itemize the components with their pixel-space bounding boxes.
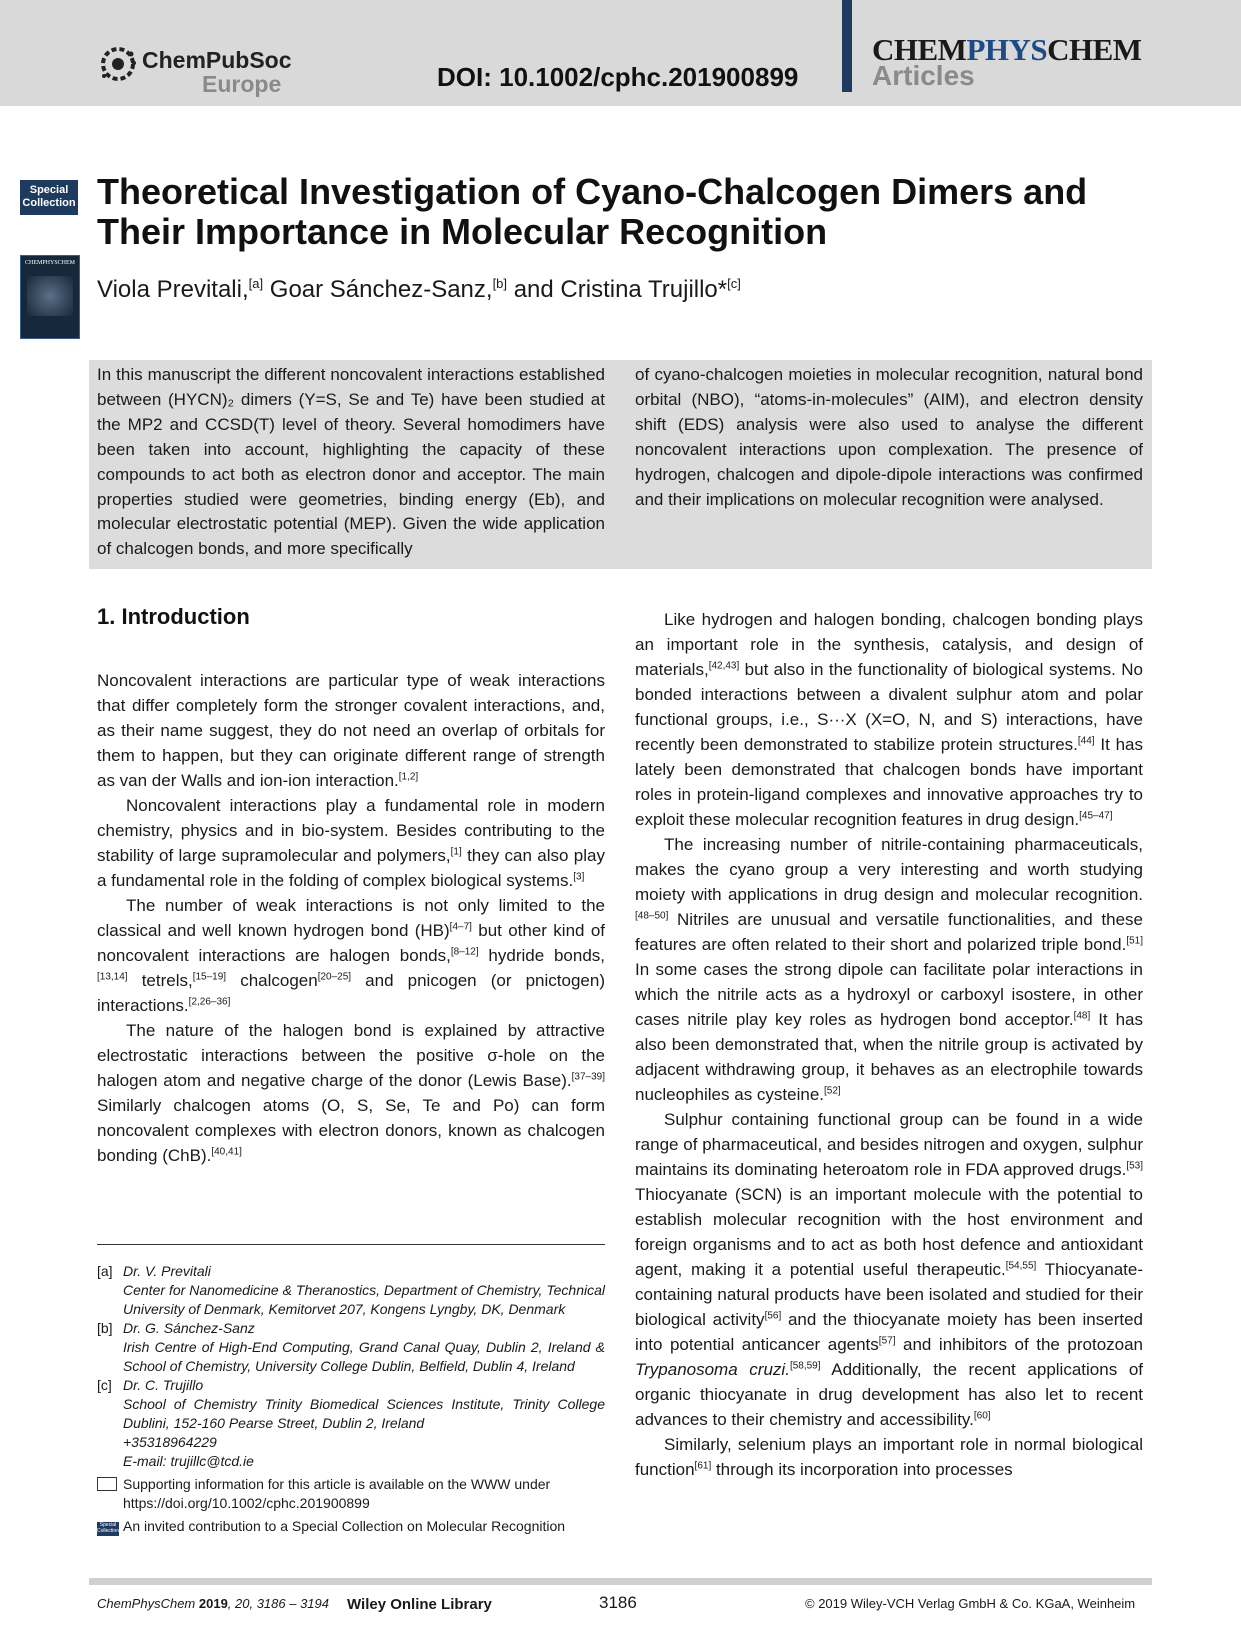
gear-stars-icon	[98, 44, 138, 84]
citation[interactable]: [15–19]	[192, 971, 227, 983]
special-collection-icon: Special Collection	[97, 1522, 119, 1534]
email-link[interactable]: E-mail: trujillc@tcd.ie	[123, 1453, 254, 1469]
author-affiliations	[97, 1262, 605, 1536]
publisher-name: ChemPubSoc	[142, 47, 292, 73]
citation-info: ChemPhysChem 2019, 20, 3186 – 3194	[97, 1596, 329, 1611]
section-heading: 1. Introduction	[97, 604, 250, 629]
journal-accent-bar	[842, 0, 852, 92]
citation[interactable]: [58,59]	[789, 1360, 821, 1372]
affiliation-c: [c] Dr. C. Trujillo School of Chemistry Trinity Biomedical Sciences Institute, Trinity College Dublini, 152-160 Pearse Street, Dublin 2, Ireland +35318964229 E-mail: trujillc@tcd.ie	[97, 1377, 605, 1469]
citation[interactable]: [13,14]	[97, 971, 128, 983]
special-collection-note: Special Collection An invited contribution to a Special Collection on Molecular Recognition	[97, 1518, 566, 1534]
paragraph: Sulphur containing functional group can be found in a wide range of pharmaceutical, and besides nitrogen and oxygen, sulphur maintains its dominating heteroatom role in FDA approved drugs.[53] Thiocyanate (SCN) is an important molecule with the potential to establish molecular recognition with the host environment and foreign organisms and to act as both host defence and antioxidant agent, making it a potential useful therapeutic.[54,55] Thiocyanate-containing natural products have been isolated and studied for their biological activity[56] and the thiocyanate moiety has been inserted into potential anticancer agents[57] and inhibitors of the protozoan Trypanosoma cruzi.[58,59] Additionally, the recent applications of organic thiocyanate in drug development has also let to recent advances to their chemistry and accessibility.[60]	[635, 1110, 1144, 1429]
paragraph: The nature of the halogen bond is explained by attractive electrostatic interactions between the positive σ-hole on the halogen atom and negative charge of the donor (Lewis Base).[37–39] Similarly chalcogen atoms (O, S, Se, Te and Po) can form noncovalent complexes with electron donors, known as chalcogen bonding (ChB).[40,41]	[97, 1021, 605, 1165]
citation[interactable]: [44]	[1077, 735, 1095, 747]
citation[interactable]: [3]	[573, 871, 585, 883]
publisher-sub: Europe	[202, 71, 282, 97]
citation[interactable]: [48]	[1073, 1010, 1091, 1022]
citation[interactable]: [42,43]	[708, 660, 740, 672]
paragraph: Noncovalent interactions play a fundamental role in modern chemistry, physics and in bio-system. Besides contributing to the stability of large supramolecular and polymers,[1] they can also play a fundamental role in the folding of complex biological systems.[3]	[97, 796, 605, 890]
paragraph: The number of weak interactions is not only limited to the classical and well known hydrogen bond (HB)[4–7] but other kind of noncovalent interactions are halogen bonds,[8–12] hydride bonds,[13,14] tetrels,[15–19] chalcogen[20–25] and pnicogen (or pnictogen) interactions.[2,26–36]	[97, 896, 606, 1015]
citation[interactable]: [56]	[764, 1310, 782, 1322]
citation[interactable]: [40,41]	[211, 1146, 242, 1158]
citation[interactable]: [2,26–36]	[188, 996, 231, 1008]
citation[interactable]: [1,2]	[398, 771, 419, 783]
citation[interactable]: [61]	[694, 1460, 712, 1472]
laptop-icon	[97, 1477, 117, 1491]
citation[interactable]: [8–12]	[450, 946, 479, 958]
citation[interactable]: [52]	[824, 1085, 841, 1097]
citation[interactable]: [51]	[1126, 935, 1143, 947]
page-number: 3186	[599, 1593, 637, 1612]
paragraph: The increasing number of nitrile-containing pharmaceuticals, makes the cyano group a very interesting and worth studying moiety with applications in drug design and molecular recognition.[48–50] Nitriles are unusual and versatile functionalities, and these features are often related to their short and polarized triple bond.[51] In some cases the strong dipole can facilitate polar interactions in which the nitrile acts as a hydroxyl or carboxyl isostere, in other cases nitrile play key roles as hydrogen bond acceptor.[48] It has also been demonstrated that, when the nitrile group is activated by adjacent withdrawing group, it behaves as an electrophile towards nucleophiles as cysteine.[52]	[635, 835, 1143, 1104]
abstract-right: of cyano-chalcogen moieties in molecular recognition, natural bond orbital (NBO), “atoms-in-molecules” (AIM), and electron density shift (EDS) analysis were also used to analyse the different noncovalent interactions upon complexation. The presence of hydrogen, chalcogen and dipole-dipole interactions was confirmed and their implications on molecular recognition were analysed.	[635, 365, 1143, 509]
abstract-left: In this manuscript the different noncovalent interactions established between (HYCN)₂ dimers (Y=S, Se and Te) have been studied at the MP2 and CCSD(T) level of theory. Several homodimers have been taken into account, highlighting the capacity of these compounds to act both as electron donor and acceptor. The main properties studied were geometries, binding energy (Eb), and molecular electrostatic potential (MEP). Given the wide application of chalcogen bonds, and more specifically	[97, 365, 605, 559]
affiliation-a: [a] Dr. V. Previtali Center for Nanomedicine & Theranostics, Department of Chemistry, Technical University of Denmark, Kemitorvet 207, Kongens Lyngby, DK, Denmark	[97, 1263, 605, 1317]
special-collection-badge[interactable]: Special Collection	[20, 180, 78, 215]
wiley-online-library-link[interactable]: Wiley Online Library	[347, 1596, 492, 1613]
doi[interactable]: DOI: 10.1002/cphc.201900899	[437, 62, 799, 92]
paragraph: Like hydrogen and halogen bonding, chalcogen bonding plays an important role in the synthesis, catalysis, and design of materials,[42,43] but also in the functionality of biological systems. No bonded interactions between a divalent sulphur atom and polar functional groups, i.e., S···X (X=O, N, and S) interactions, have recently been demonstrated to stabilize protein structures.[44] It has lately been demonstrated that chalcogen bonds have important roles in protein-ligand complexes and innovative approaches try to exploit these molecular recognition features in drug design.[45–47]	[635, 610, 1143, 829]
copyright: © 2019 Wiley-VCH Verlag GmbH & Co. KGaA, Weinheim	[805, 1596, 1136, 1611]
citation[interactable]: [1]	[450, 846, 462, 858]
citation[interactable]: [45–47]	[1079, 810, 1113, 822]
affiliation-b: [b] Dr. G. Sánchez-Sanz Irish Centre of High-End Computing, Grand Canal Quay, Dublin 2, Ireland & School of Chemistry, University College Dublin, Belfield, Dublin 4, Ireland	[97, 1320, 605, 1374]
citation[interactable]: [60]	[973, 1410, 991, 1422]
page-header	[0, 0, 1241, 106]
supporting-info-note[interactable]: Supporting information for this article is available on the WWW under https://doi.org/10.1002/cphc.201900899	[97, 1475, 605, 1513]
footer-divider	[89, 1578, 1152, 1585]
citation[interactable]: [57]	[878, 1335, 896, 1347]
journal-name: CHEMPHYSCHEM	[872, 32, 1142, 67]
author-list: Viola Previtali,[a] Goar Sánchez-Sanz,[b] and Cristina Trujillo*[c]	[97, 276, 741, 303]
citation[interactable]: [37–39]	[571, 1071, 605, 1083]
cover-art	[27, 276, 73, 316]
abstract-box	[89, 360, 1152, 569]
journal-cover-thumbnail[interactable]: CHEMPHYSCHEM	[20, 255, 80, 339]
body-left-column	[97, 668, 605, 1168]
footnote-divider	[97, 1244, 605, 1245]
article-type: Articles	[872, 60, 975, 91]
citation[interactable]: [48–50]	[635, 910, 669, 922]
citation[interactable]: [20–25]	[317, 971, 352, 983]
paragraph: Noncovalent interactions are particular type of weak interactions that differ completely form the stronger covalent interactions, and, as their name suggest, they do not need an overlap of orbitals for them to happen, but they can originate different range of strength as van der Walls and ion-ion interaction.[1,2]	[97, 671, 605, 790]
article-title: Theoretical Investigation of Cyano-Chalcogen Dimers and Their Importance in Molecular Recognition	[97, 171, 1088, 252]
body-right-column	[635, 607, 1143, 1482]
citation[interactable]: [4–7]	[449, 921, 472, 933]
citation[interactable]: [54,55]	[1005, 1260, 1037, 1272]
citation[interactable]: [53]	[1126, 1160, 1143, 1172]
paragraph: Similarly, selenium plays an important role in normal biological function[61] through its incorporation into processes	[635, 1435, 1143, 1479]
